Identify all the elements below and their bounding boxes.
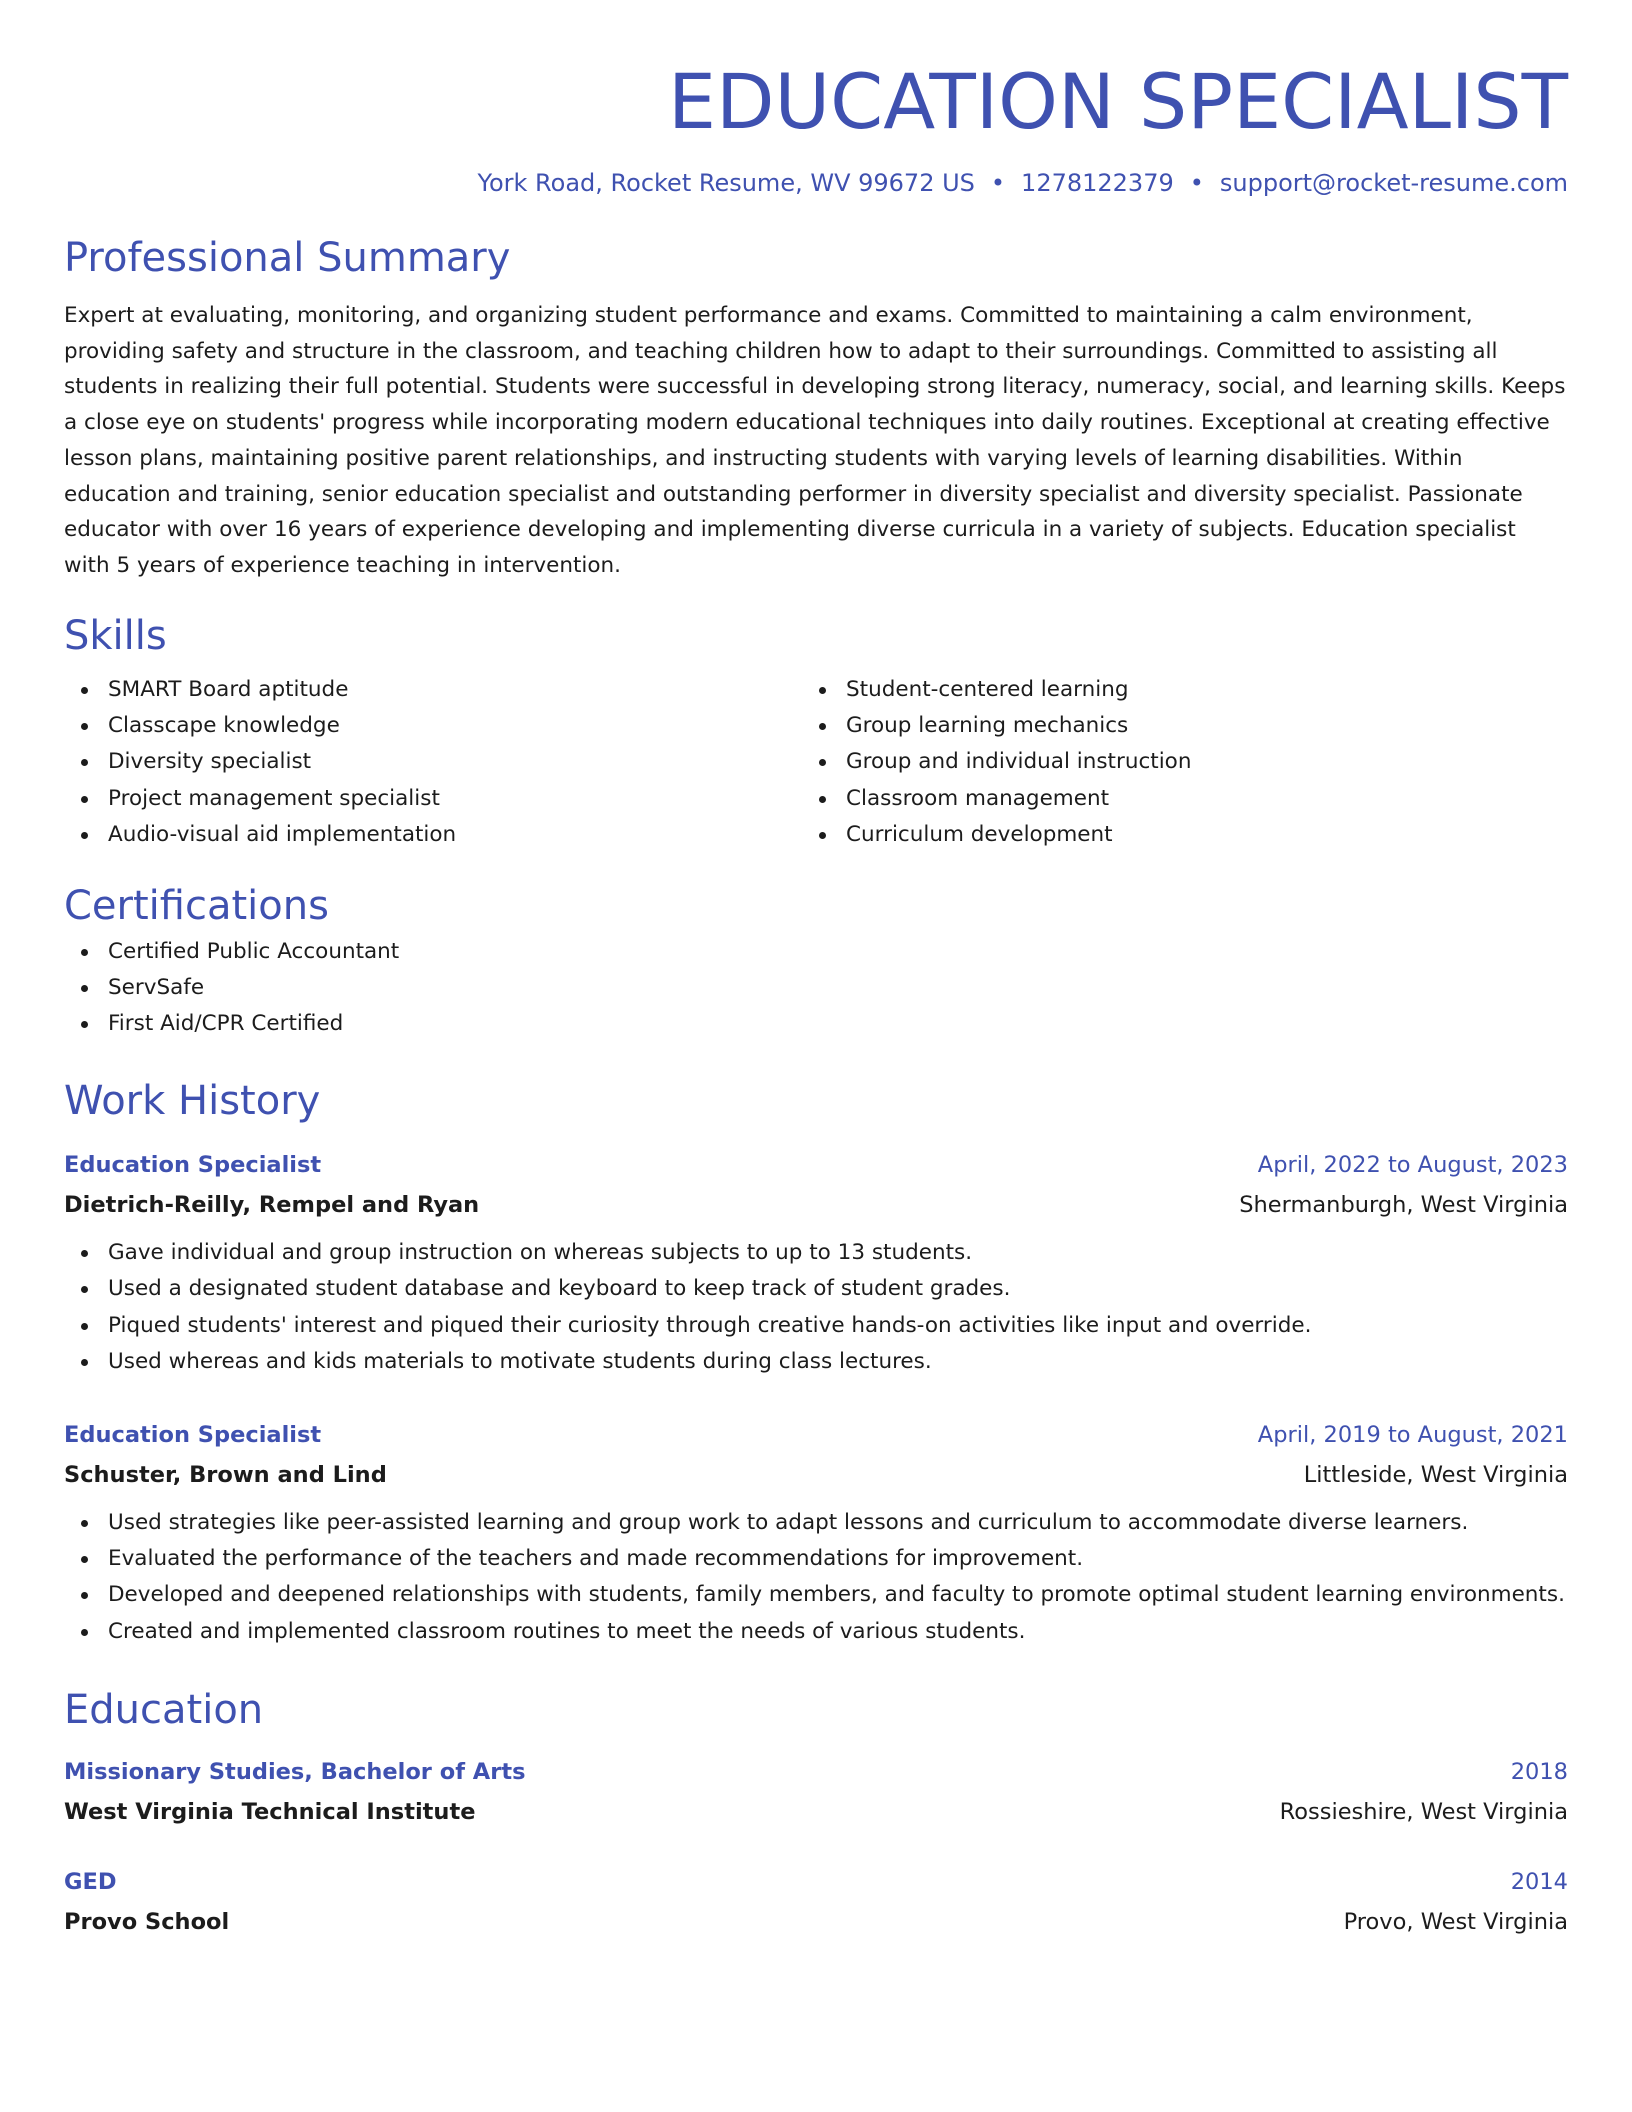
job-dates: April, 2022 to August, 2023 — [1257, 1151, 1568, 1178]
skills-left-list — [64, 672, 802, 854]
summary-heading: Professional Summary — [64, 235, 511, 281]
skill-item: Student-centered learning — [802, 672, 1568, 708]
job-bullet: Used whereas and kids materials to motivate students during class lectures. — [64, 1344, 1568, 1380]
certification-item: ServSafe — [64, 970, 1568, 1006]
certification-item: First Aid/CPR Certified — [64, 1006, 1568, 1042]
resume-name: EDUCATION SPECIALIST — [668, 57, 1568, 146]
skill-item: Diversity specialist — [64, 744, 802, 780]
job-bullet: Evaluated the performance of the teachers and made recommendations for improvement. — [64, 1541, 1568, 1577]
job-location: Shermanburgh, West Virginia — [1239, 1191, 1568, 1218]
contact-separator: • — [1189, 169, 1204, 197]
skill-item: SMART Board aptitude — [64, 672, 802, 708]
education-school-row — [64, 1792, 1568, 1832]
education-year: 2014 — [1510, 1869, 1568, 1896]
job-role: Education Specialist — [64, 1421, 322, 1448]
skill-item: Audio-visual aid implementation — [64, 817, 802, 853]
job-entry — [64, 1415, 1568, 1651]
job-title-row — [64, 1145, 1568, 1185]
education-entry — [64, 1752, 1568, 1832]
certifications-list — [64, 934, 1568, 1043]
skill-item: Classroom management — [802, 781, 1568, 817]
contact-address: York Road, Rocket Resume, WV 99672 US — [477, 169, 975, 197]
skills-grid — [64, 672, 1568, 854]
contact-email[interactable]: support@rocket-resume.com — [1219, 169, 1568, 197]
education-school: Provo School — [64, 1909, 230, 1936]
education-degree-row — [64, 1862, 1568, 1902]
contact-phone: 1278122379 — [1021, 169, 1174, 197]
skill-item: Classcape knowledge — [64, 708, 802, 744]
skill-item: Group and individual instruction — [802, 744, 1568, 780]
skills-heading: Skills — [64, 612, 167, 659]
job-title-row — [64, 1415, 1568, 1455]
job-company-row — [64, 1185, 1568, 1225]
job-dates: April, 2019 to August, 2021 — [1257, 1421, 1568, 1448]
work-history-heading: Work History — [64, 1077, 321, 1124]
contact-separator: • — [990, 169, 1006, 197]
job-bullet: Piqued students' interest and piqued their curiosity through creative hands-on activities like input and override. — [64, 1308, 1568, 1344]
skill-item: Project management specialist — [64, 781, 802, 817]
job-bullet: Used a designated student database and keyboard to keep track of student grades. — [64, 1271, 1568, 1307]
job-bullet: Developed and deepened relationships with students, family members, and faculty to promote optimal student learning environments. — [64, 1577, 1568, 1613]
education-location: Provo, West Virginia — [1343, 1909, 1568, 1936]
summary-text: Expert at evaluating, monitoring, and organizing student performance and exams. Committed to maintaining a calm environment, providing safety and structure in the classroom, and teaching children how to adapt to their surroundings. Committed to assisting all students in realizing their full potential. Students were successful in developing strong literacy, numeracy, social, and learning skills. Keeps a close eye on students' progress while incorporating modern educational techniques into daily routines. Exceptional at creating effective lesson plans, maintaining positive parent relationships, and instructing students with varying levels of learning disabilities. Within education and training, senior education specialist and outstanding performer in diversity specialist and diversity specialist. Passionate educator with over 16 years of experience developing and implementing diverse curricula in a variety of subjects. Education specialist with 5 years of experience teaching in intervention. — [64, 303, 1566, 578]
education-school-row — [64, 1902, 1568, 1942]
education-location: Rossieshire, West Virginia — [1279, 1799, 1568, 1826]
job-company-row — [64, 1455, 1568, 1495]
job-bullets — [64, 1235, 1568, 1381]
job-location: Littleside, West Virginia — [1303, 1461, 1568, 1488]
job-company: Schuster, Brown and Lind — [64, 1461, 387, 1488]
education-degree: GED — [64, 1869, 117, 1896]
skills-right-list — [802, 672, 1568, 854]
job-company: Dietrich-Reilly, Rempel and Ryan — [64, 1191, 480, 1218]
education-school: West Virginia Technical Institute — [64, 1799, 476, 1826]
education-heading: Education — [64, 1687, 264, 1734]
contact-line — [64, 166, 1568, 200]
skill-item: Curriculum development — [802, 817, 1568, 853]
job-bullets — [64, 1505, 1568, 1651]
job-bullet: Created and implemented classroom routines to meet the needs of various students. — [64, 1614, 1568, 1650]
education-degree-row — [64, 1752, 1568, 1792]
skill-item: Group learning mechanics — [802, 708, 1568, 744]
certifications-heading: Certifications — [64, 882, 329, 929]
job-bullet: Used strategies like peer-assisted learning and group work to adapt lessons and curriculum to accommodate diverse learners. — [64, 1505, 1568, 1541]
education-year: 2018 — [1510, 1759, 1568, 1786]
education-degree: Missionary Studies, Bachelor of Arts — [64, 1759, 526, 1786]
job-role: Education Specialist — [64, 1151, 322, 1178]
job-entry — [64, 1145, 1568, 1381]
job-bullet: Gave individual and group instruction on whereas subjects to up to 13 students. — [64, 1235, 1568, 1271]
education-entry — [64, 1862, 1568, 1942]
certification-item: Certified Public Accountant — [64, 934, 1568, 970]
